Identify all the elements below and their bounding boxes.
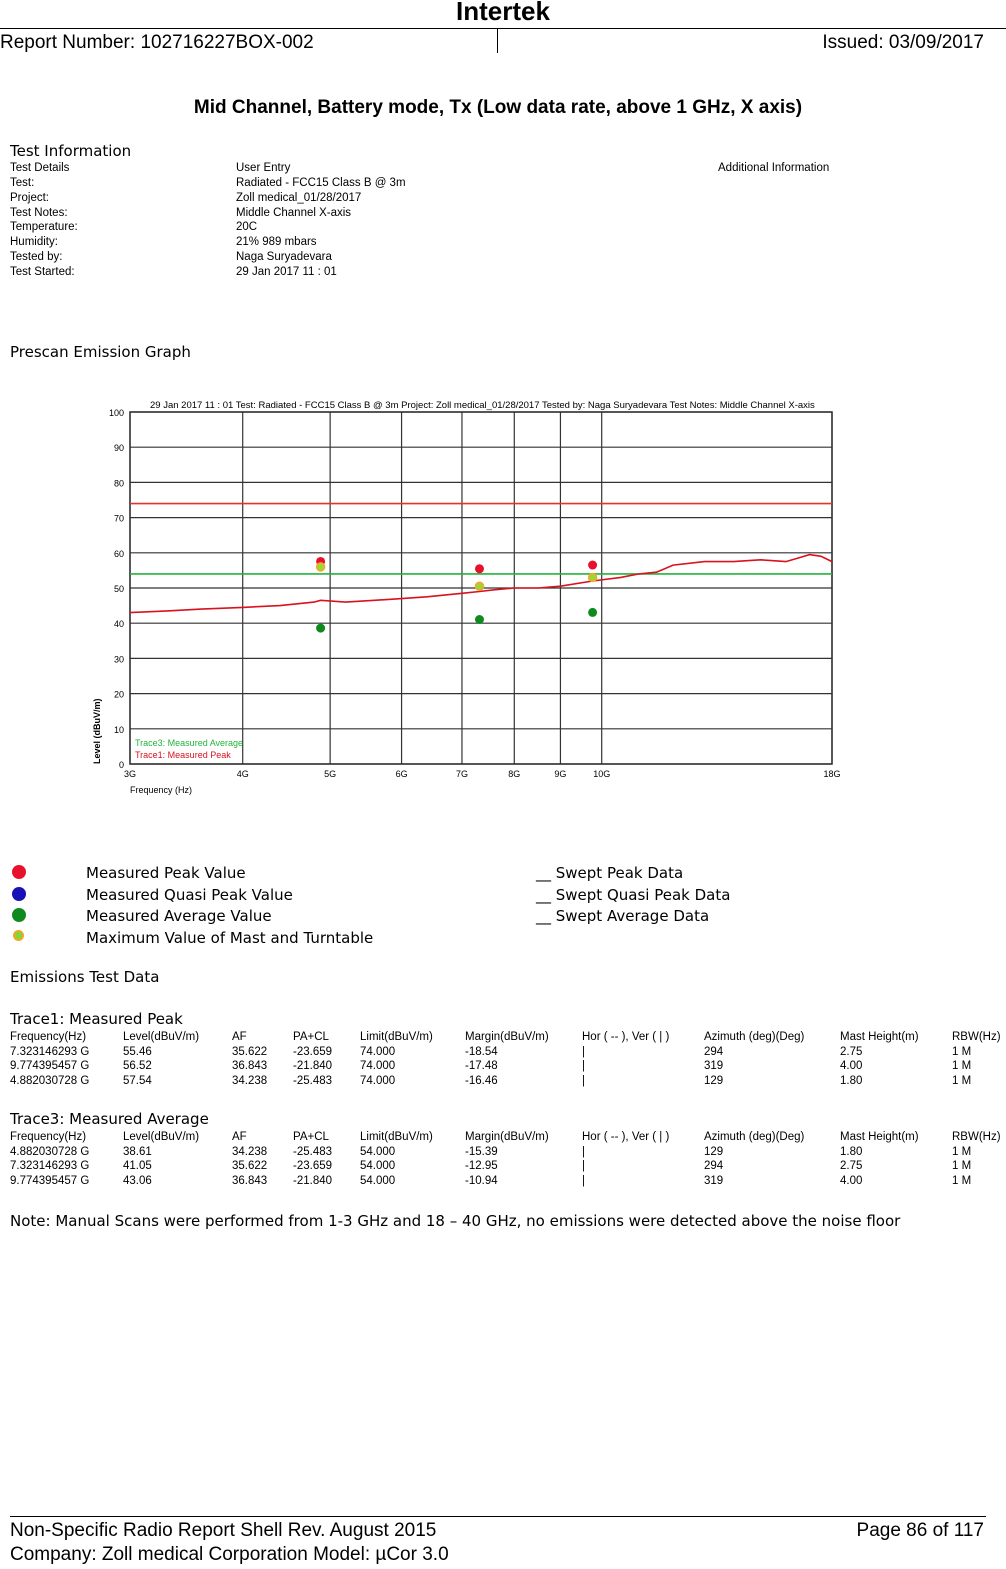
column-header: RBW(Hz) (952, 1131, 1001, 1143)
legend-marker-icon (12, 887, 26, 901)
max-mast-turntable-marker (317, 563, 325, 571)
average-marker (316, 624, 325, 633)
table-cell: -12.95 (465, 1160, 498, 1172)
table-cell: 35.622 (232, 1160, 268, 1172)
legend-swept-label: __ Swept Quasi Peak Data (536, 885, 731, 904)
column-header: RBW(Hz) (952, 1031, 1001, 1043)
table-cell: 74.000 (360, 1045, 396, 1058)
test-info-label: Humidity: (10, 236, 58, 249)
table-cell: 54.000 (360, 1174, 396, 1187)
test-info-label: Test Notes: (10, 206, 68, 219)
legend-label: Maximum Value of Mast and Turntable (86, 928, 374, 947)
column-header: AF (232, 1131, 247, 1143)
x-tick-label: 8G (508, 769, 521, 779)
table-cell: 36.843 (232, 1060, 268, 1072)
col-additional-info: Additional Information (718, 162, 830, 174)
table-cell: 319 (704, 1060, 724, 1072)
header-divider (0, 28, 1006, 29)
table-cell: 4.00 (840, 1060, 863, 1072)
trace1-heading: Trace1: Measured Peak (10, 1010, 183, 1028)
legend-marker-icon (13, 930, 24, 941)
brand-title: Intertek (456, 0, 550, 26)
test-info-label: Temperature: (10, 221, 78, 234)
max-mast-turntable-marker (589, 573, 597, 581)
trace3-heading: Trace3: Measured Average (10, 1110, 209, 1128)
report-number: Report Number: 102716227BOX-002 (0, 32, 314, 53)
x-tick-label: 3G (123, 769, 137, 779)
table-cell: 294 (704, 1045, 724, 1058)
table-cell: | (582, 1045, 585, 1058)
test-info-label: Tested by: (10, 251, 63, 263)
x-tick-label: 9G (554, 769, 567, 779)
manual-scan-note: Note: Manual Scans were performed from 1-3 GHz and 18 – 40 GHz, no emissions were detected above the noise floor (10, 1212, 901, 1230)
legend-marker-icon (12, 908, 26, 922)
column-header: Limit(dBuV/m) (360, 1131, 433, 1143)
footer-company: Company: Zoll medical Corporation Model: µCor 3.0 (10, 1544, 449, 1565)
table-cell: 1 M (952, 1074, 972, 1087)
table-cell: 35.622 (232, 1045, 268, 1058)
trace3-table (10, 1131, 1006, 1191)
legend-marker-icon (12, 865, 26, 879)
test-info-value: Zoll medical_01/28/2017 (236, 191, 362, 204)
header-vertical-divider (497, 29, 498, 53)
column-header: Hor ( -- ), Ver ( | ) (582, 1031, 670, 1043)
y-tick-label: 100 (108, 408, 124, 418)
table-cell: -21.840 (293, 1060, 333, 1072)
table-cell: 294 (704, 1160, 724, 1172)
column-header: Mast Height(m) (840, 1031, 919, 1043)
legend-label: Measured Average Value (86, 907, 272, 925)
table-cell: 4.882030728 G (10, 1074, 90, 1087)
table-cell: 74.000 (360, 1060, 396, 1072)
column-header: Azimuth (deg)(Deg) (704, 1131, 805, 1143)
legend-swept-label: __ Swept Peak Data (536, 864, 684, 882)
y-axis-label: Level (dBuV/m) (92, 698, 102, 764)
test-info-value: Radiated - FCC15 Class B @ 3m (236, 177, 406, 189)
table-cell: 34.238 (232, 1074, 268, 1087)
column-header: Margin(dBuV/m) (465, 1131, 549, 1143)
column-header: Margin(dBuV/m) (465, 1031, 549, 1043)
column-header: Level(dBuV/m) (123, 1131, 200, 1143)
column-header: PA+CL (293, 1031, 329, 1043)
y-tick-label: 20 (113, 689, 124, 700)
x-tick-label: 4G (236, 769, 249, 779)
average-marker (588, 608, 597, 617)
table-cell: 4.00 (840, 1174, 863, 1187)
table-cell: | (582, 1145, 585, 1158)
y-tick-label: 80 (113, 478, 124, 489)
footer-divider (10, 1516, 986, 1517)
table-cell: 55.46 (123, 1045, 152, 1058)
column-header: Hor ( -- ), Ver ( | ) (582, 1131, 670, 1143)
table-cell: -21.840 (293, 1174, 333, 1187)
column-header: Level(dBuV/m) (123, 1031, 200, 1043)
column-header: Frequency(Hz) (10, 1031, 87, 1043)
table-cell: 7.323146293 G (10, 1045, 90, 1058)
y-tick-label: 40 (113, 619, 124, 630)
legend-label: Measured Peak Value (86, 864, 246, 882)
page-title: Mid Channel, Battery mode, Tx (Low data rate, above 1 GHz, X axis) (193, 97, 803, 118)
y-tick-label: 30 (113, 654, 124, 665)
test-info-label: Test Started: (10, 265, 75, 278)
table-cell: 56.52 (123, 1060, 152, 1072)
table-cell: -16.46 (465, 1074, 498, 1087)
table-cell: 1 M (952, 1060, 972, 1072)
table-cell: 1.80 (840, 1145, 863, 1158)
table-cell: 2.75 (840, 1045, 863, 1058)
test-info-value: 20C (236, 221, 258, 234)
x-tick-label: 10G (593, 769, 611, 779)
table-cell: 54.000 (360, 1160, 396, 1172)
emission-chart (88, 396, 848, 796)
table-cell: 129 (704, 1074, 724, 1087)
col-test-details: Test Details (10, 162, 70, 174)
x-tick-label: 6G (395, 769, 408, 779)
table-cell: 74.000 (360, 1074, 396, 1087)
y-tick-label: 60 (113, 548, 124, 559)
column-header: Limit(dBuV/m) (360, 1031, 433, 1043)
plot-legend-average: Trace3: Measured Average (135, 738, 244, 748)
table-cell: | (582, 1074, 585, 1087)
table-cell: -23.659 (293, 1045, 333, 1058)
y-tick-label: 10 (113, 724, 124, 735)
table-cell: 34.238 (232, 1145, 268, 1158)
table-cell: 38.61 (123, 1145, 152, 1158)
table-cell: 9.774395457 G (10, 1174, 90, 1187)
peak-marker (475, 564, 484, 573)
emissions-heading: Emissions Test Data (10, 968, 160, 986)
table-cell: 54.000 (360, 1145, 396, 1158)
column-header: Azimuth (deg)(Deg) (704, 1031, 805, 1043)
table-cell: 1 M (952, 1174, 972, 1187)
table-cell: -23.659 (293, 1160, 333, 1172)
table-cell: 1.80 (840, 1074, 863, 1087)
table-cell: 1 M (952, 1045, 972, 1058)
column-header: Frequency(Hz) (10, 1131, 87, 1143)
trace1-table (10, 1031, 1006, 1091)
table-cell: | (582, 1174, 585, 1187)
x-axis-label: Frequency (Hz) (130, 785, 193, 795)
legend-swept-label: __ Swept Average Data (536, 907, 710, 925)
max-mast-turntable-marker (475, 582, 483, 590)
x-tick-label: 18G (823, 769, 841, 779)
test-info-value: 21% 989 mbars (236, 236, 317, 249)
prescan-heading: Prescan Emission Graph (10, 343, 191, 361)
table-cell: 7.323146293 G (10, 1160, 90, 1172)
table-cell: 36.843 (232, 1174, 268, 1187)
table-cell: 57.54 (123, 1074, 152, 1087)
issued-date: Issued: 03/09/2017 (822, 32, 984, 53)
footer-page-number: Page 86 of 117 (856, 1520, 984, 1541)
table-cell: -10.94 (465, 1174, 498, 1187)
table-cell: | (582, 1060, 585, 1072)
y-tick-label: 50 (113, 584, 124, 594)
column-header: PA+CL (293, 1131, 329, 1143)
table-cell: -25.483 (293, 1074, 333, 1087)
y-tick-label: 0 (118, 760, 124, 770)
x-tick-label: 5G (324, 769, 337, 779)
chart-title: 29 Jan 2017 11 : 01 Test: Radiated - FCC15 Class B @ 3m Project: Zoll medical_01/28/2017 Tested by: Naga Suryadevara Test Notes: Middle Channel X-axis (150, 400, 815, 411)
y-tick-label: 70 (113, 513, 124, 524)
table-cell: -25.483 (293, 1145, 333, 1158)
table-cell: 319 (704, 1174, 724, 1187)
table-cell: -18.54 (465, 1045, 498, 1058)
test-info-heading: Test Information (10, 142, 132, 160)
table-cell: -15.39 (465, 1145, 498, 1158)
table-cell: 41.05 (123, 1160, 152, 1172)
table-cell: 4.882030728 G (10, 1145, 90, 1158)
test-info-value: 29 Jan 2017 11 : 01 (236, 265, 337, 278)
legend-label: Measured Quasi Peak Value (86, 885, 293, 904)
table-cell: 1 M (952, 1145, 972, 1158)
plot-legend-peak: Trace1: Measured Peak (135, 750, 231, 760)
test-info-label: Test: (10, 177, 35, 189)
table-cell: 2.75 (840, 1160, 863, 1172)
table-cell: -17.48 (465, 1060, 498, 1072)
test-info-value: Middle Channel X-axis (236, 206, 352, 219)
table-cell: 129 (704, 1145, 724, 1158)
table-cell: 9.774395457 G (10, 1060, 90, 1072)
test-info-label: Project: (10, 191, 49, 204)
footer-shell-rev: Non-Specific Radio Report Shell Rev. August 2015 (10, 1520, 437, 1541)
table-cell: 43.06 (123, 1174, 152, 1187)
y-tick-label: 90 (113, 443, 124, 454)
column-header: AF (232, 1031, 247, 1043)
test-info-value: Naga Suryadevara (236, 251, 332, 263)
average-marker (475, 615, 484, 624)
peak-marker (588, 561, 597, 570)
table-cell: 1 M (952, 1160, 972, 1172)
x-tick-label: 7G (455, 769, 468, 779)
col-user-entry: User Entry (236, 162, 291, 174)
table-cell: | (582, 1160, 585, 1172)
column-header: Mast Height(m) (840, 1131, 919, 1143)
